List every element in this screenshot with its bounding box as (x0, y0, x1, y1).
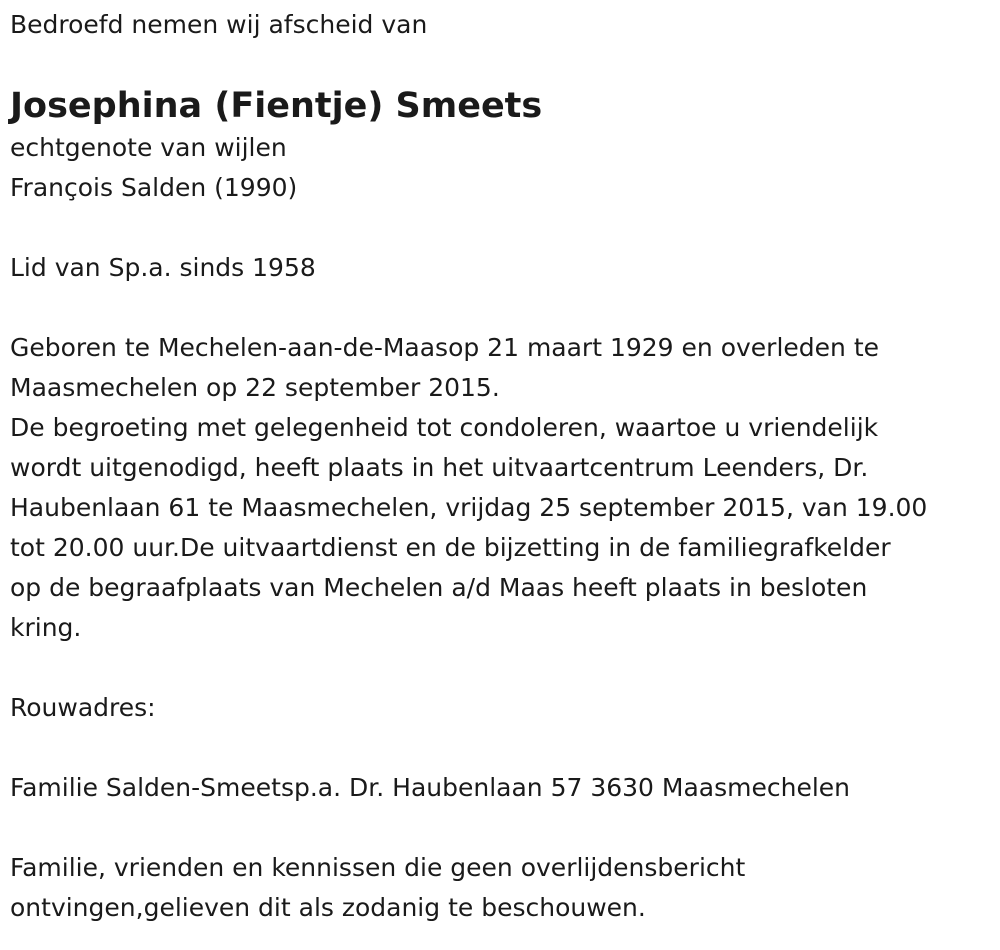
body-line: De begroeting met gelegenheid tot condoleren, waartoe u vriendelijk (10, 413, 879, 442)
spouse-line-2: François Salden (1990) (10, 173, 298, 202)
body-line: wordt uitgenodigd, heeft plaats in het uitvaartcentrum Leenders, Dr. (10, 453, 869, 482)
body-line: kring. (10, 613, 82, 642)
spacer (10, 808, 980, 848)
spacer (10, 648, 980, 688)
body-line: tot 20.00 uur.De uitvaartdienst en de bijzetting in de familiegrafkelder (10, 533, 891, 562)
body-line: Geboren te Mechelen-aan-de-Maasop 21 maart 1929 en overleden te (10, 333, 880, 362)
spacer (10, 208, 980, 248)
notice-body (10, 328, 980, 648)
closing-line: Familie, vrienden en kennissen die geen overlijdensbericht (10, 853, 746, 882)
body-line: Maasmechelen op 22 september 2015. (10, 373, 500, 402)
body-line: op de begraafplaats van Mechelen a/d Maas heeft plaats in besloten (10, 573, 868, 602)
deceased-name: Josephina (Fientje) Smeets (10, 86, 543, 126)
address-label: Rouwadres: (10, 693, 156, 722)
closing-line: ontvingen,gelieven dit als zodanig te beschouwen. (10, 893, 646, 922)
spacer (10, 288, 980, 328)
membership-text: Lid van Sp.a. sinds 1958 (10, 253, 316, 282)
intro-text: Bedroefd nemen wij afscheid van (10, 10, 428, 39)
body-line: Haubenlaan 61 te Maasmechelen, vrijdag 25 september 2015, van 19.00 (10, 493, 928, 522)
mourning-address: Familie Salden-Smeetsp.a. Dr. Haubenlaan 57 3630 Maasmechelen (10, 773, 851, 802)
spacer (10, 728, 980, 768)
death-notice (10, 6, 980, 928)
closing-note (10, 848, 980, 928)
spouse-line-1: echtgenote van wijlen (10, 133, 287, 162)
